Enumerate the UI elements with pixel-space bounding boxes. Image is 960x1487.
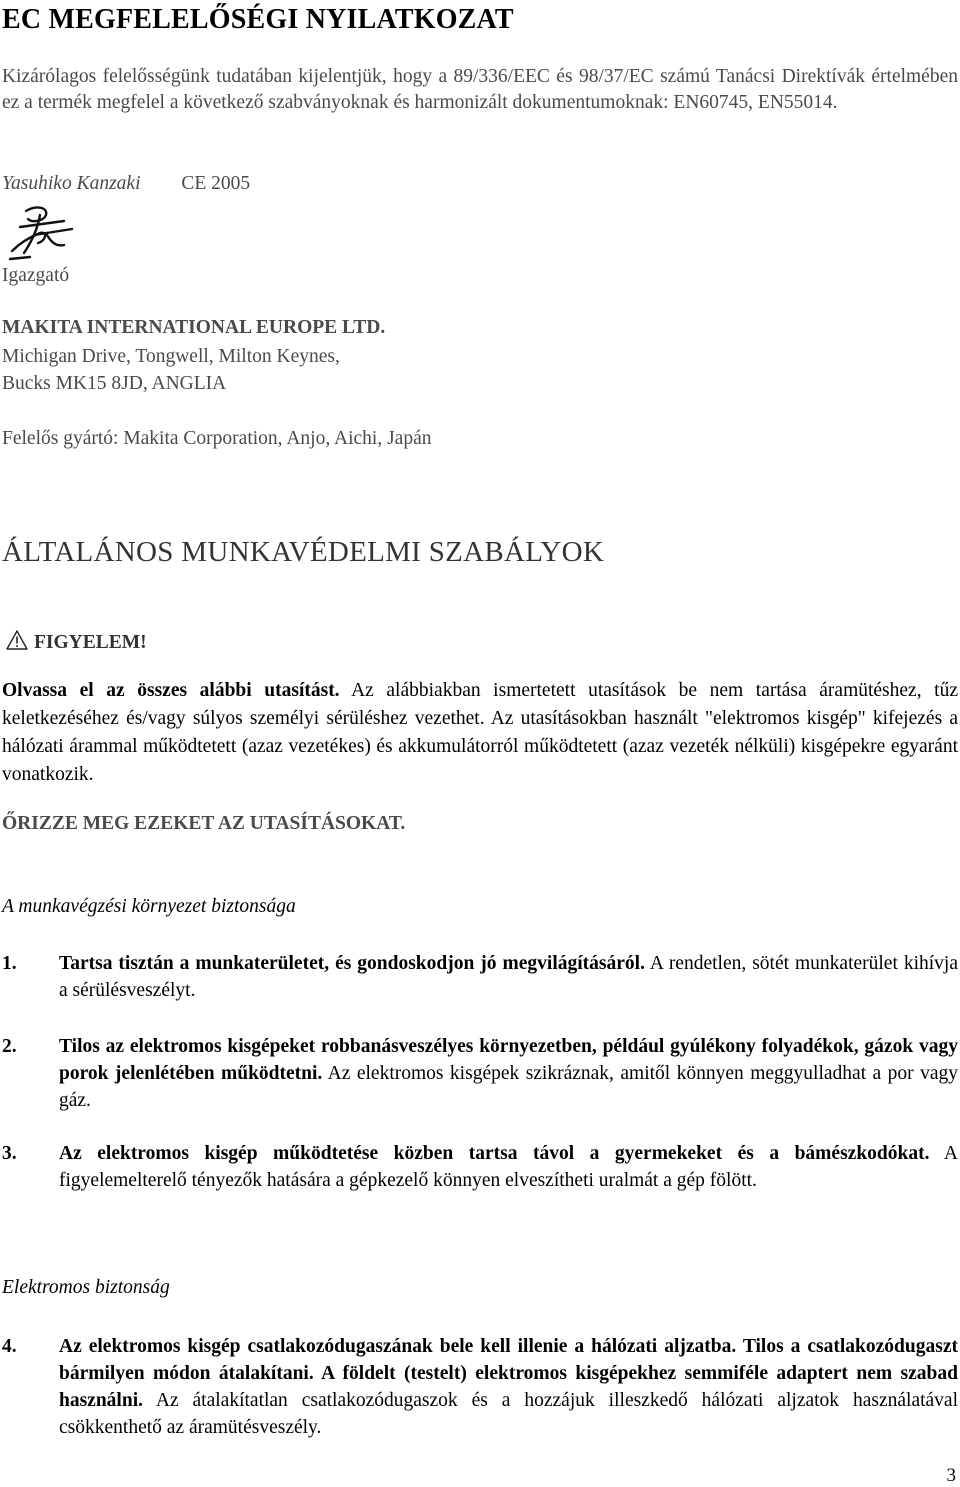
company-name: MAKITA INTERNATIONAL EUROPE LTD. [2,317,386,338]
warning-text: FIGYELEM! [34,632,147,653]
rule-number: 3. [2,1143,17,1164]
read-instructions-paragraph [2,677,958,789]
address-line-1: Michigan Drive, Tongwell, Milton Keynes, [2,346,340,367]
warning-triangle-icon [6,630,28,650]
read-instructions-rest: Az alábbiakban ismertetett utasítások be nem tartása áramütéshez, tűz keletkezéséhez és/vagy súlyos személyi sérüléshez vezethet. Az utasításokban használt "elektromos kisgép" kifejezés a hálózati árammal működtetett (azaz vezetékes) és akkumulátorról működtetett (azaz vezeték nélküli) kisgépekre egyaránt vonatkozik. [2,680,958,785]
manufacturer-line: Felelős gyártó: Makita Corporation, Anjo, Aichi, Japán [2,428,432,449]
rule-number: 4. [2,1336,17,1357]
keep-instructions-note: ŐRIZZE MEG EZEKET AZ UTASÍTÁSOKAT. [2,813,406,834]
section-electrical-safety: Elektromos biztonság [2,1277,170,1298]
warning-label [6,632,958,654]
rule-item [2,1033,958,1114]
rule-bold-text: Az elektromos kisgép működtetése közben tartsa távol a gyermekeket és a bámészkodókat. [59,1143,930,1164]
rule-text: A rendetlen, sötét munkaterület kihívja a sérülésveszélyt. [59,953,958,1001]
rule-item [2,1140,958,1194]
rules-heading: ÁLTALÁNOS MUNKAVÉDELMI SZABÁLYOK [2,536,605,568]
rule-text: Az elektromos kisgépek szikráznak, amitől könnyen meggyulladhat a por vagy gáz. [59,1063,958,1111]
rule-bold-text: Tilos az elektromos kisgépeket robbanásveszélyes környezetben, például gyúlékony folyadékok, gázok vagy porok jelenlétében működtetni. [59,1036,958,1084]
rule-item [2,950,958,1004]
rule-bold-text: Tartsa tisztán a munkaterületet, és gondoskodjon jó megvilágításáról. [59,953,645,974]
page-title: EC MEGFELELŐSÉGI NYILATKOZAT [2,4,514,35]
signer-role: Igazgató [2,265,70,286]
declaration-text: Kizárólagos felelősségünk tudatában kijelentjük, hogy a 89/336/EEC és 98/37/EC számú Tanácsi Direktívák értelmében ez a termék megfelel a következő szabványoknak és harmonizált dokumentumoknak: EN60745, EN55014. [2,66,958,113]
ce-mark: CE 2005 [181,173,251,194]
section-work-area: A munkavégzési környezet biztonsága [2,896,296,917]
rule-text: A figyelemelterelő tényezők hatására a gépkezelő könnyen elveszítheti uralmát a gép fölött. [59,1143,958,1191]
page-number: 3 [946,1465,956,1486]
rule-bold-text: Az elektromos kisgép csatlakozódugaszának bele kell illenie a hálózati aljzatba. Tilos a csatlakozódugaszt bármilyen módon átalakítani. A földelt (testelt) elektromos kisgépekhez semmiféle adaptert nem szabad használni. [59,1336,958,1411]
read-instructions-bold: Olvassa el az összes alábbi utasítást. [2,680,340,701]
rule-item [2,1333,958,1441]
rule-number: 2. [2,1036,17,1057]
address-line-2: Bucks MK15 8JD, ANGLIA [2,373,227,394]
rule-number: 1. [2,953,17,974]
signature-image [6,203,82,265]
signer-line [2,173,958,195]
rule-text: Az átalakítatlan csatlakozódugaszok és a hozzájuk illeszkedő hálózati aljzatok használatával csökkenthető az áramütésveszély. [59,1390,958,1438]
signer-name: Yasuhiko Kanzaki [2,173,141,194]
